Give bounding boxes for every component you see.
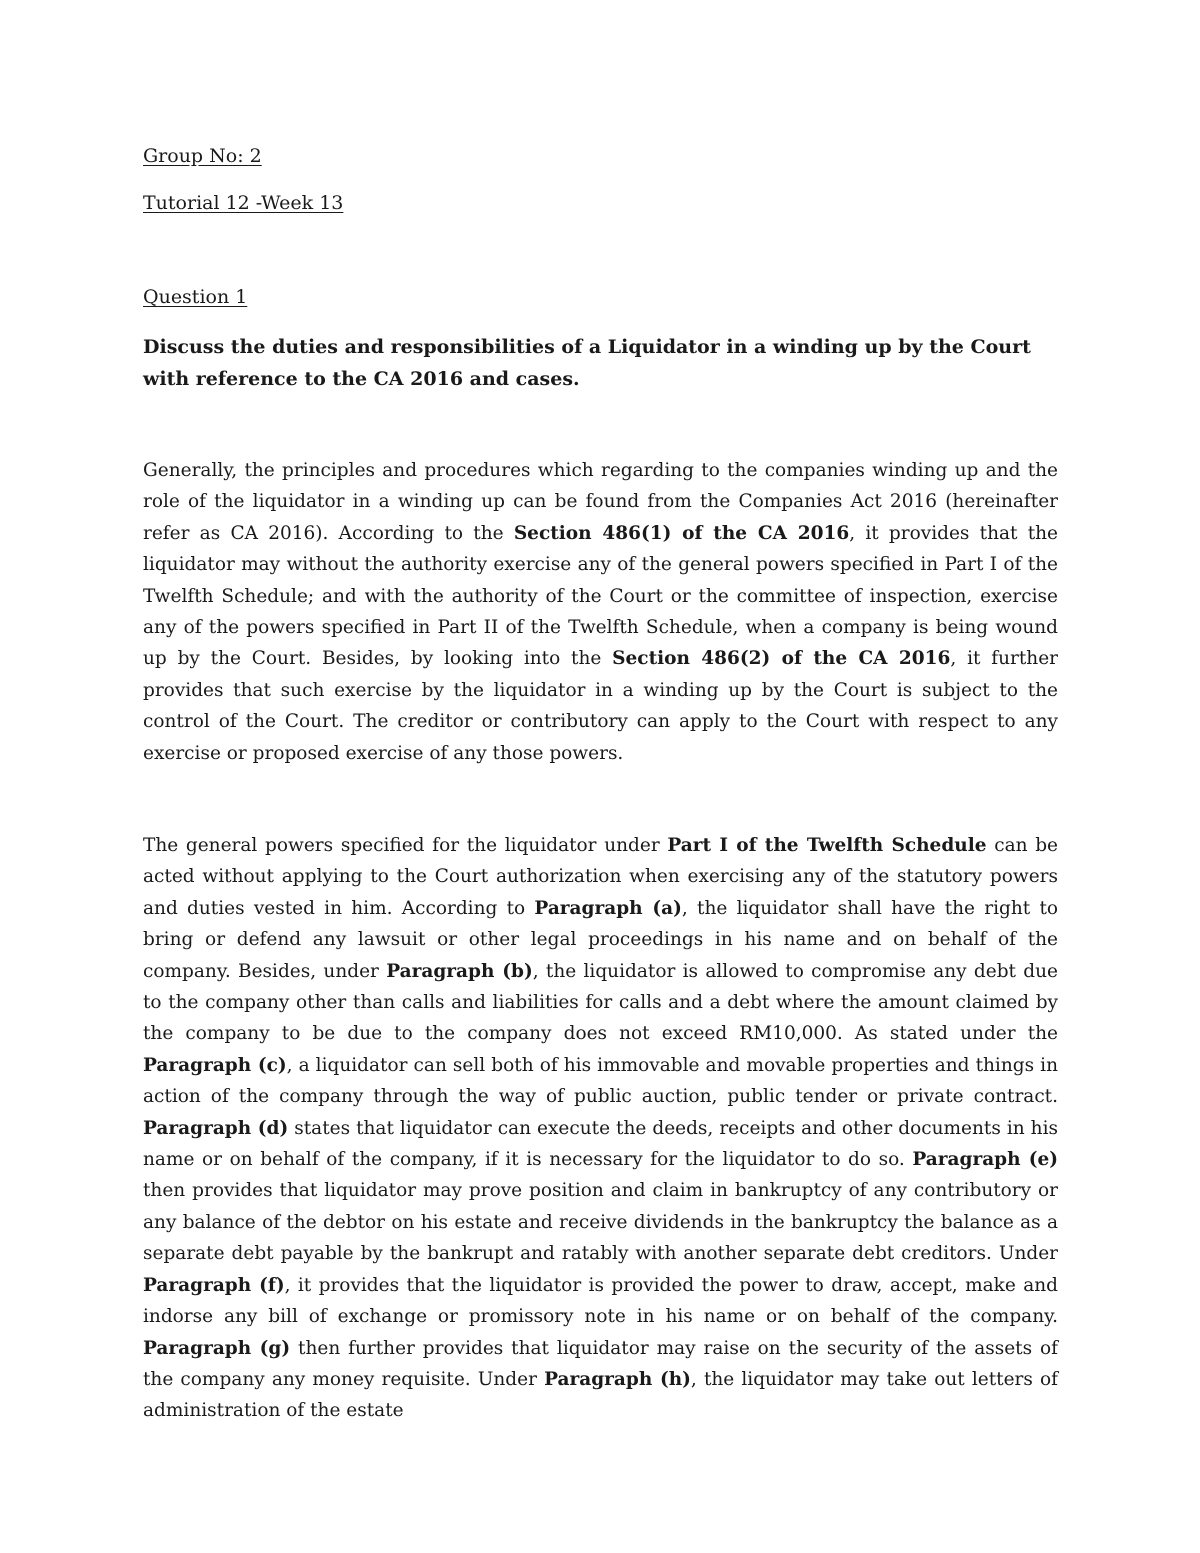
text-run: , it further provides that such exercise by the liquidator in a winding up by the Court is subject to the control of the Court. The creditor or contributory can apply to the Court with respect to any exercise or proposed exercise of any those powers. <box>143 648 1058 764</box>
paragraph-reference: Paragraph (d) <box>143 1117 289 1139</box>
text-run: , it provides that the liquidator is provided the power to draw, accept, make and indorse any bill of exchange or promissory note in his name or on behalf of the company. <box>143 1274 1058 1328</box>
text-run: then further provides that liquidator may raise on the security of the assets of the company any money requisite. Under <box>143 1337 1058 1390</box>
statute-reference: Section 486(1) of the CA 2016 <box>513 522 850 544</box>
text-run: can be acted without applying to the Court authorization when exercising any of the statutory powers and duties vested in him. According to <box>143 835 1059 919</box>
text-run: , the liquidator shall have the right to bring or defend any lawsuit or other legal proceedings in his name and on behalf of the company. Besides, under <box>143 897 1059 982</box>
text-run: , the liquidator may take out letters of administration of the estate <box>143 1368 1058 1422</box>
text-run: , it provides that the liquidator may without the authority exercise any of the general powers specified in Part I of the Twelfth Schedule; and with the authority of the Court or the committee of inspection, exercise any of the powers specified in Part II of the Twelfth Schedule, when a company is being wound up by the Court. Besides, by looking into the <box>143 522 1059 670</box>
paragraph-reference: Paragraph (g) <box>143 1337 291 1359</box>
text-run: states that liquidator can execute the deeds, receipts and other documents in his name or on behalf of the company, if it is necessary for the liquidator to do so. <box>143 1117 1058 1171</box>
text-run: then provides that liquidator may prove position and claim in bankruptcy of any contributory or any balance of the debtor on his estate and receive dividends in the bankruptcy the balance as a separate debt payable by the bankrupt and ratably with another separate debt creditors. Under <box>143 1180 1058 1265</box>
text-run: The general powers specified for the liquidator under <box>143 835 668 856</box>
question-label: Question 1 <box>143 286 248 308</box>
schedule-reference: Part I of the Twelfth Schedule <box>667 835 987 856</box>
paragraph-reference: Paragraph (b) <box>386 960 533 982</box>
statute-reference: Section 486(2) of the CA 2016 <box>612 648 951 670</box>
body-paragraph-2 <box>143 830 1058 1427</box>
text-run: , a liquidator can sell both of his immovable and movable properties and things in action of the company through the way of public auction, public tender or private contract. <box>143 1054 1058 1108</box>
body-paragraph-1 <box>143 455 1058 769</box>
paragraph-reference: Paragraph (h) <box>544 1368 691 1390</box>
group-number-heading: Group No: 2 <box>143 145 262 167</box>
text-run: , the liquidator is allowed to compromise any debt due to the company other than calls and liabilities for calls and a debt where the amount claimed by the company to be due to the company does not exceed RM10,000. As stated under the <box>143 960 1058 1045</box>
paragraph-reference: Paragraph (e) <box>912 1149 1058 1171</box>
text-run: Generally, the principles and procedures which regarding to the companies winding up and the role of the liquidator in a winding up can be found from the Companies Act 2016 (hereinafter refer as CA 2016). According to the <box>143 460 1058 544</box>
tutorial-heading: Tutorial 12 -Week 13 <box>143 192 344 214</box>
question-text: Discuss the duties and responsibilities of a Liquidator in a winding up by the Court with reference to the CA 2016 and cases. <box>143 336 1031 390</box>
paragraph-reference: Paragraph (c) <box>143 1054 287 1076</box>
paragraph-reference: Paragraph (a) <box>534 897 682 919</box>
paragraph-reference: Paragraph (f) <box>143 1274 285 1296</box>
